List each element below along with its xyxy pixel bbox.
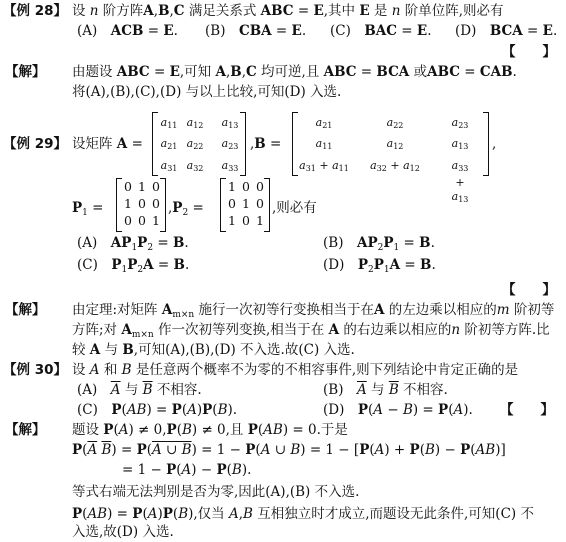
matrix-entry: $a_{32}$ — [186, 159, 204, 173]
example-29-b-label: ,B = — [250, 136, 282, 152]
example-29-option-b: (B) $AP_2P_1 = B$. — [323, 235, 435, 253]
matrix-a — [152, 112, 246, 176]
matrix-entry: $a_{21}$ — [315, 116, 333, 130]
matrix-entry: 0 — [152, 179, 160, 194]
matrix-entry: $a_{32} + a_{12}$ — [370, 159, 420, 173]
matrix-entry: $a_{23}$ — [451, 116, 469, 130]
matrix-entry: $a_{13}$ — [221, 116, 239, 130]
matrix-p2 — [220, 178, 270, 232]
solution-30-tag: 【解】 — [5, 422, 46, 438]
solution-30-line-3: = 1 − P(A) − P(B). — [122, 462, 252, 478]
matrix-p1 — [116, 178, 166, 232]
solution-29-line-1: 由定理:对矩阵 $A_{m\times n}$ 施行一次初等行变换相当于在A 的左边乘以相应的m 阶初等 — [72, 302, 555, 320]
matrix-entry: 0 — [124, 179, 132, 194]
matrix-b — [292, 112, 489, 204]
solution-30-line-2: $P(\overline{A}$ $\overline{B}) = P(A$ ∪ B) = 1 − P(A ∪ B) = 1 − [P(A) + P(B) − P(AB)] — [72, 442, 506, 458]
matrix-entry: $a_{12}$ — [386, 137, 404, 151]
solution-29-tag: 【解】 — [5, 302, 46, 318]
solution-29-line-2: 方阵;对 $A_{m\times n}$ 作一次初等列变换,相当于在 A 的右边乘以相应的n 阶初等方阵.比 — [72, 322, 550, 340]
solution-28-tag: 【解】 — [5, 64, 46, 80]
matrix-entry: $a_{33} + a_{13}$ — [451, 159, 469, 204]
example-29-option-a: (A) $AP_1P_2 = B$. — [77, 235, 189, 253]
example-29-tail: ,则必有 — [272, 200, 317, 216]
example-30-tag: 【例 30】 — [3, 362, 67, 378]
solution-30-line-4: 等式右端无法判别是否为零,因此(A),(B) 不入选. — [72, 484, 360, 500]
matrix-entry: 0 — [138, 213, 146, 228]
matrix-entry: 0 — [124, 213, 132, 228]
matrix-entry: $a_{11}$ — [160, 116, 178, 130]
example-28-option-c: (C) BAC = E. — [330, 23, 432, 39]
matrix-entry: 0 — [152, 196, 160, 211]
example-28-option-a: (A) ACB = E. — [77, 23, 178, 39]
matrix-entry: $a_{23}$ — [221, 137, 239, 151]
example-30-option-d: (D) P(A − B) = P(A). — [323, 402, 473, 418]
example-28-tag: 【例 28】 — [3, 3, 67, 19]
matrix-entry: 0 — [242, 179, 250, 194]
matrix-entry: $a_{21}$ — [160, 137, 178, 151]
matrix-entry: $a_{12}$ — [186, 116, 204, 130]
solution-30-line-6: 入选,故(D) 入选. — [72, 524, 174, 540]
p1-label: $P_1$ = — [72, 200, 104, 218]
matrix-entry: $a_{33}$ — [221, 159, 239, 173]
matrix-entry: 0 — [138, 196, 146, 211]
matrix-entry: $a_{11}$ — [315, 137, 333, 151]
matrix-entry: 1 — [256, 213, 264, 228]
example-29-answer-bracket: 【 】 — [502, 282, 556, 298]
solution-29-line-3: 较 A 与 B,可知(A),(B),(D) 不入选.故(C) 入选. — [72, 342, 355, 358]
matrix-entry: 1 — [242, 196, 250, 211]
matrix-entry: $a_{22}$ — [186, 137, 204, 151]
matrix-entry: 1 — [124, 196, 132, 211]
p2-label: $,P_2$ = — [168, 200, 204, 218]
matrix-entry: 1 — [228, 179, 236, 194]
solution-30-line-1: 题设 P(A) ≠ 0,P(B) ≠ 0,且 P(AB) = 0.于是 — [72, 422, 348, 438]
example-29-intro: 设矩阵 A = — [72, 136, 143, 152]
example-30-answer-bracket: 【 】 — [500, 402, 554, 418]
matrix-entry: $a_{22}$ — [386, 116, 404, 130]
example-29-option-d: (D) $P_2P_1A = B$. — [323, 257, 436, 275]
matrix-entry: $a_{31}$ — [160, 159, 178, 173]
solution-28-line-1: 由题设 ABC = E,可知 A,B,C 均可逆,且 ABC = BCA 或ABC = CAB. — [72, 64, 517, 80]
example-30-stem: 设 A 和 B 是任意两个概率不为零的不相容事件,则下列结论中肯定正确的是 — [72, 362, 519, 378]
solution-28-line-2: 将(A),(B),(C),(D) 与以上比较,可知(D) 入选. — [72, 84, 342, 100]
matrix-entry: 1 — [138, 179, 146, 194]
example-30-option-b: (B) $\overline{A}$ 与 $\overline{B}$ 不相容. — [323, 382, 448, 398]
example-28-option-b: (B) CBA = E. — [205, 23, 307, 39]
example-30-option-c: (C) P(AB) = P(A)P(B). — [77, 402, 238, 418]
example-29-tag: 【例 29】 — [3, 136, 67, 152]
example-28-option-d: (D) BCA = E. — [455, 23, 558, 39]
matrix-b-comma: , — [492, 136, 497, 152]
solution-30-line-5: P(AB) = P(A)P(B),仅当 A,B 互相独立时才成立,而题设无此条件,可知(C) 不 — [72, 506, 534, 522]
matrix-entry: 1 — [152, 213, 160, 228]
matrix-entry: 0 — [256, 179, 264, 194]
matrix-entry: 0 — [242, 213, 250, 228]
matrix-entry: $a_{13}$ — [451, 137, 469, 151]
example-29-option-c: (C) $P_1P_2A = B$. — [77, 257, 190, 275]
example-28-stem: 设 n 阶方阵A,B,C 满足关系式 ABC = E,其中 E 是 n 阶单位阵,则必有 — [72, 3, 504, 19]
example-28-answer-bracket: 【 】 — [502, 44, 556, 60]
example-30-option-a: (A) $\overline{A}$ 与 $\overline{B}$ 不相容. — [77, 382, 202, 398]
matrix-entry: 1 — [228, 213, 236, 228]
matrix-entry: 0 — [228, 196, 236, 211]
matrix-entry: 0 — [256, 196, 264, 211]
matrix-entry: $a_{31} + a_{11}$ — [299, 159, 349, 173]
